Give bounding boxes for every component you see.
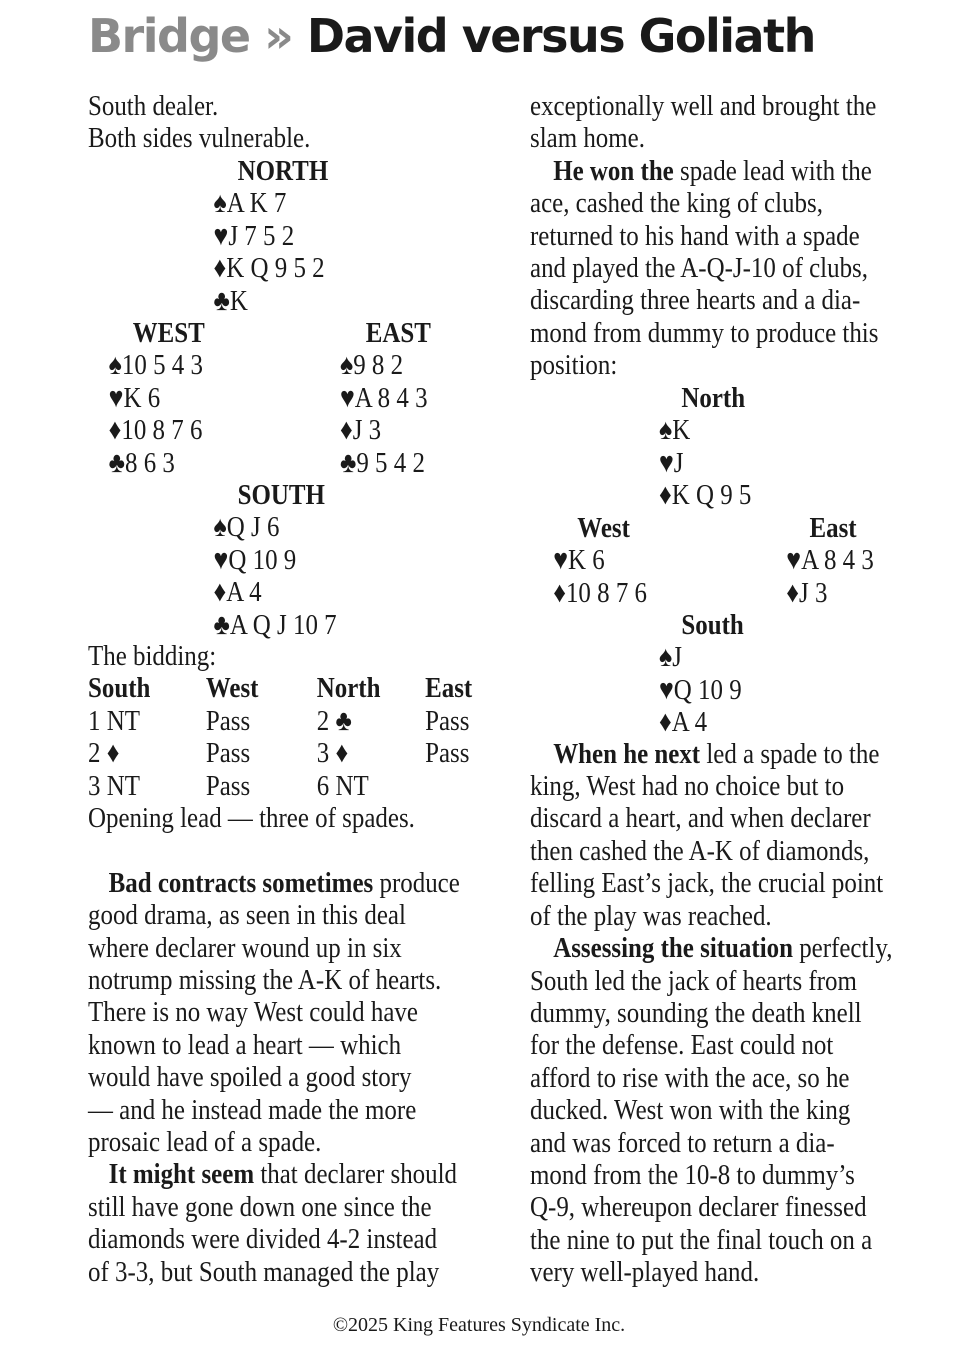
west-spades: ♠10 5 4 3 <box>108 349 203 381</box>
bidding-row <box>88 705 499 737</box>
north-hearts: ♥J 7 5 2 <box>213 220 295 252</box>
copyright-footer: ©2025 King Features Syndicate Inc. <box>332 1314 626 1336</box>
bid-cell: Pass <box>205 704 251 737</box>
p2-cont-line: slam home. <box>530 122 645 155</box>
p4-line: king, West had no choice but to <box>530 770 845 803</box>
p5-line: and was forced to return a dia- <box>530 1126 835 1159</box>
p2-line: diamonds were divided 4-2 instead <box>88 1223 438 1256</box>
pos-east-label: East <box>809 511 857 544</box>
p1-line: produce <box>373 866 460 899</box>
pos-east-diamonds: ♦J 3 <box>786 576 828 609</box>
position-diagram <box>530 382 941 738</box>
p3-line: ace, cashed the king of clubs, <box>530 187 823 220</box>
south-label: SOUTH <box>237 479 325 511</box>
p2-cont-line: exceptionally well and brought the <box>530 90 877 122</box>
paragraph-2 <box>88 1158 499 1288</box>
article-title: David versus Goliath <box>306 9 815 63</box>
p5-line: dummy, sounding the death knell <box>530 996 862 1029</box>
bid-header-north: North <box>316 672 381 705</box>
headline <box>88 8 815 64</box>
p4-line: led a spade to the <box>700 737 880 770</box>
north-clubs: ♣K <box>213 285 248 317</box>
paragraph-3 <box>530 155 941 382</box>
north-spades: ♠A K 7 <box>213 187 287 219</box>
p1-line: would have spoiled a good story <box>88 1061 412 1094</box>
north-label: NORTH <box>237 155 329 187</box>
paragraph-4 <box>530 738 941 932</box>
bidding-label: The bidding: <box>88 640 217 672</box>
vulnerability-line: Both sides vulnerable. <box>88 122 311 154</box>
p5-lead: Assessing the situation <box>553 932 793 965</box>
east-label: EAST <box>365 317 431 349</box>
paragraph-1 <box>88 867 499 1159</box>
pos-north-hearts: ♥J <box>659 446 684 479</box>
p5-line: Q-9, whereupon declarer finessed <box>530 1191 867 1224</box>
pos-south-spades: ♠J <box>659 640 682 673</box>
east-diamonds: ♦J 3 <box>339 414 382 446</box>
p5-line: ducked. West won with the king <box>530 1094 851 1127</box>
east-spades: ♠9 8 2 <box>339 349 404 381</box>
right-column <box>530 90 941 1289</box>
bid-cell: 3 ♦ <box>316 737 349 770</box>
east-clubs: ♣9 5 4 2 <box>339 447 425 479</box>
pos-north-label: North <box>681 381 746 414</box>
p3-line: mond from dummy to produce this <box>530 316 879 349</box>
p1-line: known to lead a heart — which <box>88 1028 402 1061</box>
bid-cell: Pass <box>425 737 470 770</box>
pos-south-label: South <box>681 608 744 641</box>
p1-line: good drama, as seen in this deal <box>88 899 406 932</box>
pos-north-diamonds: ♦K Q 9 5 <box>659 478 752 511</box>
south-diamonds: ♦A 4 <box>213 576 262 608</box>
p1-line: notrump missing the A-K of hearts. <box>88 964 442 997</box>
bid-cell: 2 ♦ <box>88 737 120 770</box>
p4-lead: When he next <box>553 737 701 770</box>
bidding-row <box>88 737 499 769</box>
p5-line: perfectly, <box>792 932 893 965</box>
bidding-row <box>88 770 499 802</box>
pos-east-hearts: ♥A 8 4 3 <box>786 543 874 576</box>
bid-cell: 3 NT <box>88 769 140 802</box>
deal-diagram <box>88 90 499 640</box>
left-column <box>88 90 499 1288</box>
pos-south-hearts: ♥Q 10 9 <box>659 673 742 706</box>
p2-line: of 3-3, but South managed the play <box>88 1255 440 1288</box>
bid-cell: 2 ♣ <box>316 704 352 737</box>
south-clubs: ♣A Q J 10 7 <box>213 609 337 641</box>
bid-header-west: West <box>205 672 259 705</box>
p4-line: then cashed the A-K of diamonds, <box>530 834 870 867</box>
p4-line: discard a heart, and when declarer <box>530 802 871 835</box>
p1-lead: Bad contracts sometimes <box>108 866 374 899</box>
p5-line: mond from the 10-8 to dummy’s <box>530 1158 855 1191</box>
p2-line: that declarer should <box>254 1158 458 1191</box>
west-diamonds: ♦10 8 7 6 <box>108 414 203 446</box>
south-spades: ♠Q J 6 <box>213 511 280 543</box>
west-clubs: ♣8 6 3 <box>108 447 175 479</box>
p1-line: where declarer wound up in six <box>88 931 402 964</box>
pos-south-diamonds: ♦A 4 <box>659 705 708 738</box>
dealer-line: South dealer. <box>88 90 219 122</box>
north-diamonds: ♦K Q 9 5 2 <box>213 252 325 284</box>
p3-line: returned to his hand with a spade <box>530 219 860 252</box>
bid-cell: 6 NT <box>316 769 369 802</box>
p5-line: afford to rise with the ace, so he <box>530 1061 850 1094</box>
p1-line: — and he instead made the more <box>88 1093 417 1126</box>
pos-north-spades: ♠K <box>659 413 691 446</box>
east-hearts: ♥A 8 4 3 <box>339 382 428 414</box>
south-hearts: ♥Q 10 9 <box>213 544 297 576</box>
bid-header-east: East <box>425 672 473 705</box>
bid-header-south: South <box>88 672 151 705</box>
p3-lead: He won the <box>553 154 674 187</box>
bid-cell: Pass <box>205 737 251 770</box>
p1-line: prosaic lead of a spade. <box>88 1126 322 1159</box>
p3-line: spade lead with the <box>673 154 872 187</box>
p3-line: position: <box>530 349 618 382</box>
bid-cell: Pass <box>205 769 251 802</box>
bid-cell: Pass <box>425 704 470 737</box>
p1-line: There is no way West could have <box>88 996 418 1029</box>
p4-line: of the play was reached. <box>530 899 772 932</box>
p5-line: South led the jack of hearts from <box>530 964 857 997</box>
p3-line: discarding three hearts and a dia- <box>530 284 861 317</box>
paragraph-5 <box>530 932 941 1288</box>
pos-west-label: West <box>577 511 630 544</box>
section-label: Bridge » <box>88 9 293 63</box>
pos-west-hearts: ♥K 6 <box>553 543 605 576</box>
p2-line: still have gone down one since the <box>88 1190 432 1223</box>
west-hearts: ♥K 6 <box>108 382 161 414</box>
bid-cell: 1 NT <box>88 704 140 737</box>
p2-lead: It might seem <box>108 1158 255 1191</box>
p4-line: felling East’s jack, the crucial point <box>530 867 884 900</box>
bidding-header <box>88 672 499 704</box>
p5-line: for the defense. East could not <box>530 1029 834 1062</box>
opening-lead: Opening lead — three of spades. <box>88 802 415 835</box>
west-label: WEST <box>132 317 205 349</box>
p5-line: the nine to put the final touch on a <box>530 1223 873 1256</box>
p3-line: and played the A-Q-J-10 of clubs, <box>530 252 868 285</box>
pos-west-diamonds: ♦10 8 7 6 <box>553 576 648 609</box>
p5-line: very well-played hand. <box>530 1256 760 1289</box>
